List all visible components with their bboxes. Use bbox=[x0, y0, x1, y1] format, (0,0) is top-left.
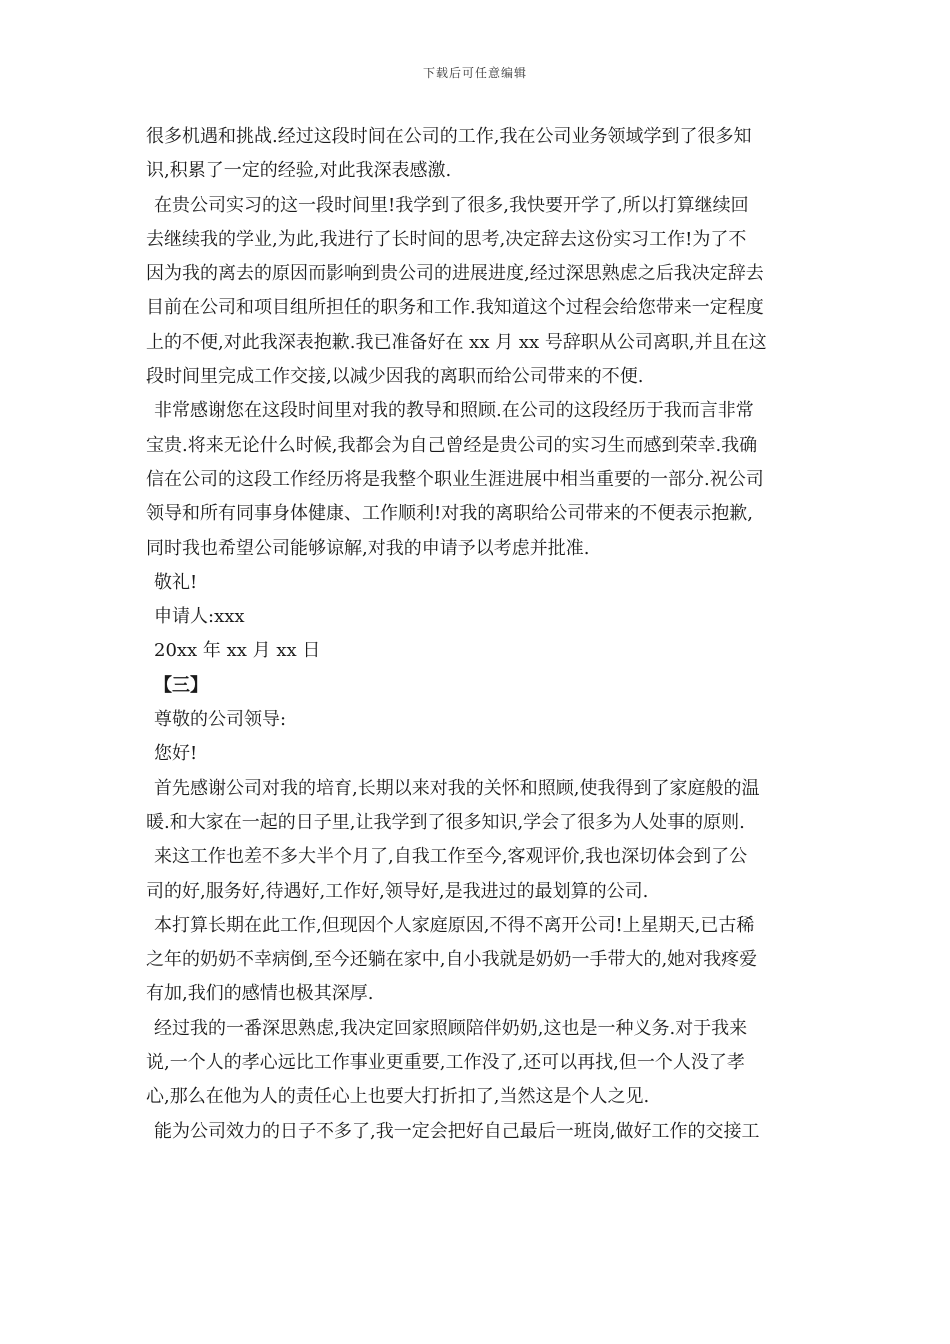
text-line: 因为我的离去的原因而影响到贵公司的进展进度,经过深思熟虑之后我决定辞去 bbox=[146, 263, 764, 285]
text-line: 有加,我们的感情也极其深厚. bbox=[146, 983, 374, 1005]
text-line: 说,一个人的孝心远比工作事业更重要,工作没了,还可以再找,但一个人没了孝 bbox=[146, 1052, 745, 1074]
text-line: 申请人:xxx bbox=[154, 606, 245, 628]
text-line: 宝贵.将来无论什么时候,我都会为自己曾经是贵公司的实习生而感到荣幸.我确 bbox=[146, 434, 758, 456]
text-line: 尊敬的公司领导: bbox=[154, 709, 287, 731]
text-line: 首先感谢公司对我的培育,长期以来对我的关怀和照顾,使我得到了家庭般的温 bbox=[154, 777, 760, 799]
text-line: 同时我也希望公司能够谅解,对我的申请予以考虑并批准. bbox=[146, 537, 590, 559]
text-line: 目前在公司和项目组所担任的职务和工作.我知道这个过程会给您带来一定程度 bbox=[146, 297, 764, 319]
text-line: 上的不便,对此我深表抱歉.我已准备好在 xx 月 xx 号辞职从公司离职,并且在这 bbox=[146, 331, 767, 353]
text-line: 信在公司的这段工作经历将是我整个职业生涯进展中相当重要的一部分.祝公司 bbox=[146, 468, 764, 490]
page-header: 下载后可任意编辑 bbox=[422, 66, 527, 80]
text-line: 经过我的一番深思熟虑,我决定回家照顾陪伴奶奶,这也是一种义务.对于我来 bbox=[154, 1017, 748, 1039]
text-line: 本打算长期在此工作,但现因个人家庭原因,不得不离开公司!上星期天,已古稀 bbox=[154, 914, 755, 936]
text-line: 【三】 bbox=[154, 674, 208, 696]
text-line: 敬礼! bbox=[154, 571, 198, 593]
text-line: 领导和所有同事身体健康、工作顺利!对我的离职给公司带来的不便表示抱歉, bbox=[146, 503, 753, 525]
text-line: 段时间里完成工作交接,以减少因我的离职而给公司带来的不便. bbox=[146, 366, 644, 388]
text-line: 去继续我的学业,为此,我进行了长时间的思考,决定辞去这份实习工作!为了不 bbox=[146, 228, 747, 250]
document-body bbox=[146, 120, 810, 1149]
text-line: 之年的奶奶不幸病倒,至今还躺在家中,自小我就是奶奶一手带大的,她对我疼爱 bbox=[146, 949, 758, 971]
text-line: 暖.和大家在一起的日子里,让我学到了很多知识,学会了很多为人处事的原则. bbox=[146, 811, 745, 833]
text-line: 识,积累了一定的经验,对此我深表感激. bbox=[146, 160, 452, 182]
text-line: 来这工作也差不多大半个月了,自我工作至今,客观评价,我也深切体会到了公 bbox=[154, 846, 748, 868]
text-line: 司的好,服务好,待遇好,工作好,领导好,是我进过的最划算的公司. bbox=[146, 880, 649, 902]
text-line: 您好! bbox=[154, 743, 198, 765]
text-line: 能为公司效力的日子不多了,我一定会把好自己最后一班岗,做好工作的交接工 bbox=[154, 1120, 760, 1142]
text-line: 在贵公司实习的这一段时间里!我学到了很多,我快要开学了,所以打算继续回 bbox=[154, 194, 749, 216]
text-line: 心,那么在他为人的责任心上也要大打折扣了,当然这是个人之见. bbox=[146, 1086, 650, 1108]
text-line: 非常感谢您在这段时间里对我的教导和照顾.在公司的这段经历于我而言非常 bbox=[154, 400, 754, 422]
text-line: 很多机遇和挑战.经过这段时间在公司的工作,我在公司业务领域学到了很多知 bbox=[146, 126, 752, 147]
text-line: 20xx 年 xx 月 xx 日 bbox=[154, 640, 321, 662]
